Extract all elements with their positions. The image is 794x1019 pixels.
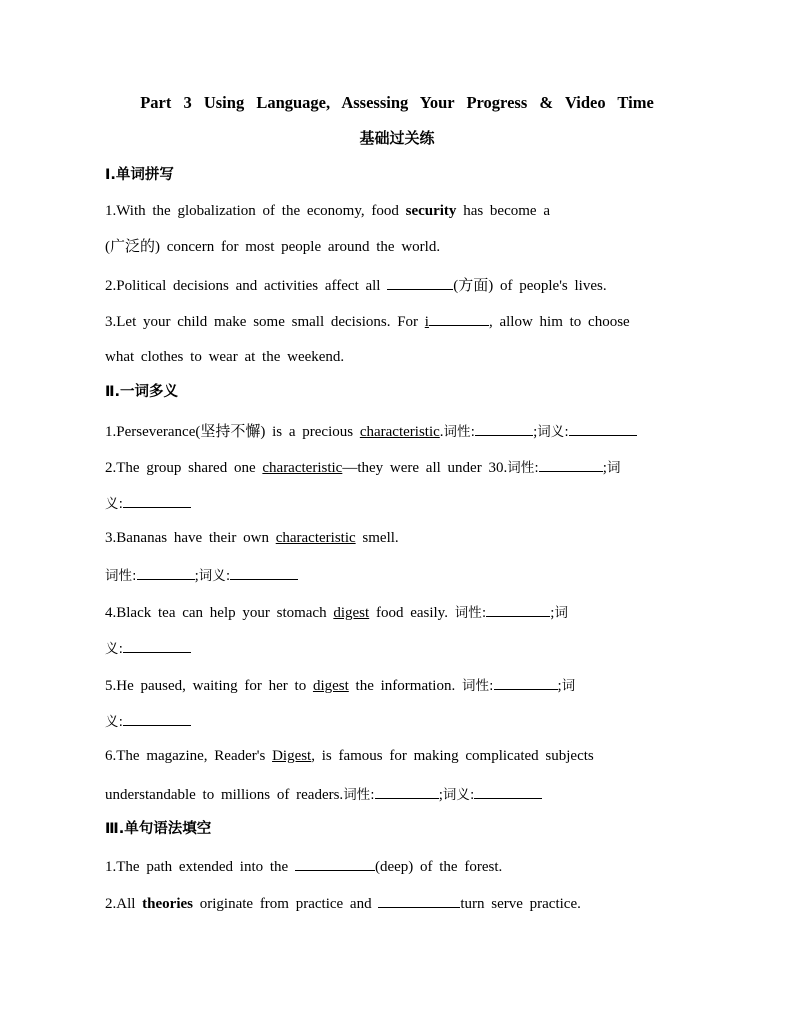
polysemy-q5-cont: 义: [105, 710, 191, 732]
meaning-blank[interactable] [569, 420, 637, 436]
pos-blank[interactable] [475, 420, 533, 436]
meaning-blank[interactable] [474, 783, 542, 799]
polysemy-q2-cont: 义: [105, 492, 191, 514]
pos-blank[interactable] [494, 674, 558, 690]
meaning-blank[interactable] [123, 710, 191, 726]
spelling-q1-cont: (广泛的) concern for most people around the world. [105, 239, 441, 255]
spelling-q2: 2.Political decisions and activities affect all (方面) of people's lives. [105, 274, 607, 296]
bold-word: theories [142, 896, 193, 912]
polysemy-q2: 2.The group shared one characteristic—they were all under 30.词性: ;词 [105, 456, 620, 478]
spelling-q3-cont: what clothes to wear at the weekend. [105, 349, 345, 365]
bold-word: security [405, 203, 457, 219]
section-heading-polysemy: Ⅱ.一词多义 [105, 384, 179, 400]
answer-blank[interactable] [429, 310, 489, 326]
answer-blank[interactable] [378, 892, 460, 908]
polysemy-q3-cont: 词性: ;词义: [105, 564, 298, 586]
answer-blank[interactable] [387, 274, 453, 290]
polysemy-q4: 4.Black tea can help your stomach digest food easily. 词性: ;词 [105, 601, 568, 623]
grammar-q1: 1.The path extended into the (deep) of the forest. [105, 855, 502, 877]
pos-blank[interactable] [375, 783, 439, 799]
meaning-blank[interactable] [230, 564, 298, 580]
answer-blank[interactable] [295, 855, 375, 871]
polysemy-q6-cont: understandable to millions of readers.词性: ;词义: [105, 783, 542, 805]
section-heading-spelling: Ⅰ.单词拼写 [105, 167, 174, 183]
grammar-q2: 2.All theories originate from practice and turn serve practice. [105, 892, 581, 914]
polysemy-q3: 3.Bananas have their own characteristic smell. [105, 530, 399, 546]
spelling-q3: 3.Let your child make some small decisions. For i , allow him to choose [105, 310, 630, 332]
pos-blank[interactable] [486, 601, 550, 617]
polysemy-q5: 5.He paused, waiting for her to digest the information. 词性: ;词 [105, 674, 575, 696]
meaning-blank[interactable] [123, 637, 191, 653]
pos-blank[interactable] [539, 456, 603, 472]
page-title: Part 3 Using Language, Assessing Your Progress & Video Time [140, 93, 654, 112]
pos-blank[interactable] [137, 564, 195, 580]
polysemy-q6: 6.The magazine, Reader's Digest, is famous for making complicated subjects [105, 748, 594, 764]
meaning-blank[interactable] [123, 492, 191, 508]
page-subtitle: 基础过关练 [359, 129, 435, 147]
polysemy-q4-cont: 义: [105, 637, 191, 659]
section-heading-grammar: Ⅲ.单句语法填空 [105, 821, 212, 837]
polysemy-q1: 1.Perseverance(坚持不懈) is a precious characteristic.词性: ;词义: [105, 420, 637, 442]
spelling-q1: 1.With the globalization of the economy, food security has become a [105, 203, 550, 219]
